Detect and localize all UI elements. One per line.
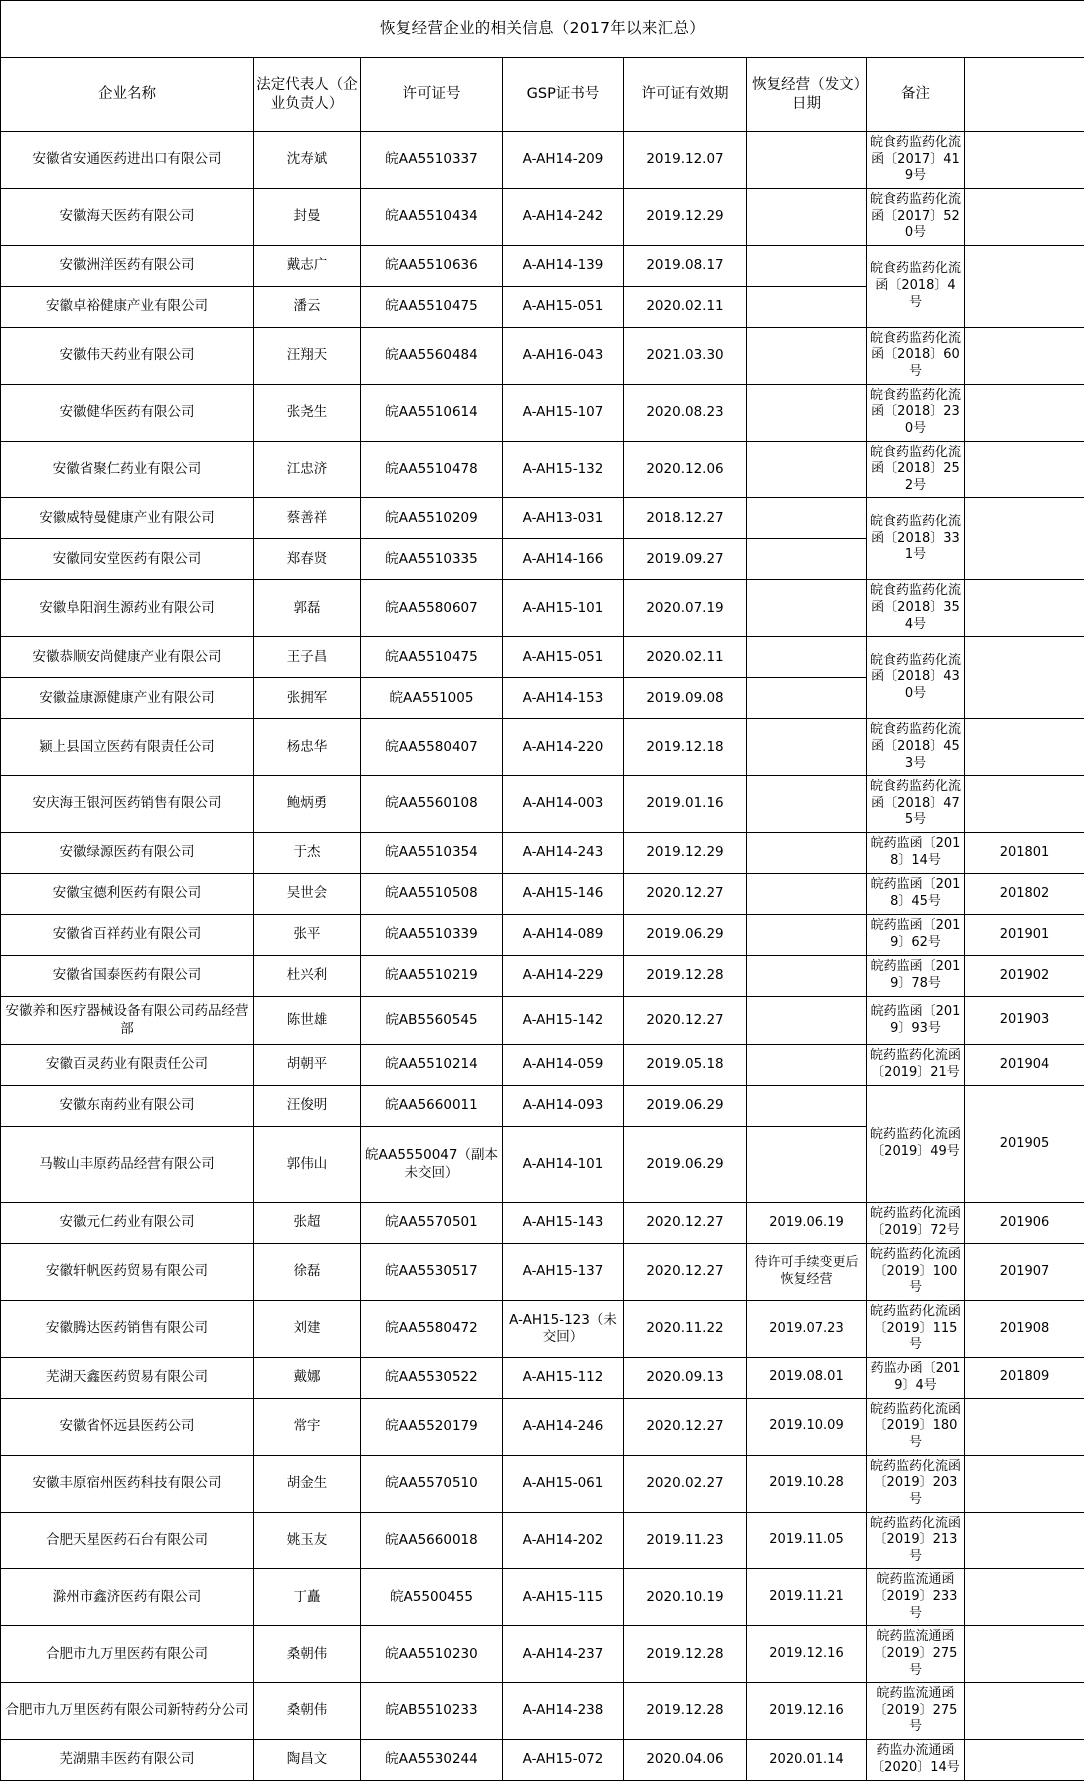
cell-license-validity: 2021.03.30 bbox=[624, 327, 747, 384]
cell-sequence-number bbox=[965, 1683, 1084, 1740]
cell-company-name: 安庆海王银河医药销售有限公司 bbox=[1, 776, 254, 833]
cell-legal-representative: 吴世会 bbox=[254, 874, 361, 915]
cell-resume-date: 2019.11.21 bbox=[747, 1569, 867, 1626]
cell-license-number: 皖AA5510354 bbox=[361, 833, 503, 874]
cell-gsp-certificate: A-AH14-220 bbox=[503, 719, 624, 776]
cell-company-name: 安徽益康源健康产业有限公司 bbox=[1, 678, 254, 719]
cell-resume-date bbox=[747, 776, 867, 833]
table-row bbox=[1, 580, 1084, 637]
cell-sequence-number: 201905 bbox=[965, 1086, 1084, 1203]
cell-company-name: 颍上县国立医药有限责任公司 bbox=[1, 719, 254, 776]
cell-license-number: 皖A5500455 bbox=[361, 1569, 503, 1626]
table-row bbox=[1, 833, 1084, 874]
cell-gsp-certificate: A-AH13-031 bbox=[503, 498, 624, 539]
cell-resume-date: 2019.12.16 bbox=[747, 1626, 867, 1683]
cell-sequence-number bbox=[965, 1512, 1084, 1569]
cell-legal-representative: 汪俊明 bbox=[254, 1086, 361, 1127]
cell-gsp-certificate: A-AH15-061 bbox=[503, 1455, 624, 1512]
cell-remark: 皖药监药化流函〔2019〕21号 bbox=[867, 1045, 965, 1086]
cell-license-number: 皖AA5510434 bbox=[361, 188, 503, 245]
cell-license-number: 皖AA5510337 bbox=[361, 132, 503, 189]
cell-company-name: 安徽同安堂医药有限公司 bbox=[1, 539, 254, 580]
cell-license-validity: 2019.08.17 bbox=[624, 245, 747, 286]
cell-remark: 皖药监函〔2019〕78号 bbox=[867, 956, 965, 997]
table-row bbox=[1, 245, 1084, 286]
table-row bbox=[1, 1455, 1084, 1512]
cell-license-validity: 2019.06.29 bbox=[624, 915, 747, 956]
cell-license-validity: 2020.12.27 bbox=[624, 997, 747, 1045]
table-row bbox=[1, 1740, 1084, 1781]
cell-resume-date: 2020.01.14 bbox=[747, 1740, 867, 1781]
cell-gsp-certificate: A-AH14-229 bbox=[503, 956, 624, 997]
cell-sequence-number bbox=[965, 384, 1084, 441]
table-row bbox=[1, 1086, 1084, 1127]
cell-license-number: 皖AA5560108 bbox=[361, 776, 503, 833]
cell-license-validity: 2020.02.27 bbox=[624, 1455, 747, 1512]
cell-license-number: 皖AA5510636 bbox=[361, 245, 503, 286]
table-row bbox=[1, 1569, 1084, 1626]
cell-sequence-number: 201908 bbox=[965, 1300, 1084, 1357]
cell-sequence-number bbox=[965, 719, 1084, 776]
table-row bbox=[1, 776, 1084, 833]
cell-company-name: 安徽洲洋医药有限公司 bbox=[1, 245, 254, 286]
cell-legal-representative: 张超 bbox=[254, 1203, 361, 1244]
table-row bbox=[1, 327, 1084, 384]
cell-remark: 皖食药监药化流函〔2018〕252号 bbox=[867, 441, 965, 498]
cell-license-number: 皖AB5510233 bbox=[361, 1683, 503, 1740]
cell-resume-date bbox=[747, 441, 867, 498]
cell-company-name: 安徽省国泰医药有限公司 bbox=[1, 956, 254, 997]
cell-legal-representative: 徐磊 bbox=[254, 1244, 361, 1301]
cell-legal-representative: 张尧生 bbox=[254, 384, 361, 441]
cell-resume-date bbox=[747, 637, 867, 678]
cell-sequence-number: 201902 bbox=[965, 956, 1084, 997]
table-row bbox=[1, 441, 1084, 498]
cell-license-validity: 2019.12.28 bbox=[624, 1683, 747, 1740]
cell-sequence-number bbox=[965, 637, 1084, 719]
cell-legal-representative: 姚玉友 bbox=[254, 1512, 361, 1569]
cell-company-name: 安徽省聚仁药业有限公司 bbox=[1, 441, 254, 498]
cell-legal-representative: 陈世雄 bbox=[254, 997, 361, 1045]
page-title: 恢复经营企业的相关信息（2017年以来汇总） bbox=[1, 1, 1084, 58]
table-row bbox=[1, 1203, 1084, 1244]
cell-license-number: 皖AA5580472 bbox=[361, 1300, 503, 1357]
cell-sequence-number: 201907 bbox=[965, 1244, 1084, 1301]
cell-gsp-certificate: A-AH14-242 bbox=[503, 188, 624, 245]
cell-gsp-certificate: A-AH14-166 bbox=[503, 539, 624, 580]
cell-gsp-certificate: A-AH14-238 bbox=[503, 1683, 624, 1740]
cell-sequence-number bbox=[965, 188, 1084, 245]
cell-resume-date bbox=[747, 245, 867, 286]
table-row bbox=[1, 874, 1084, 915]
cell-company-name: 安徽省怀远县医药公司 bbox=[1, 1398, 254, 1455]
table-row bbox=[1, 1244, 1084, 1301]
column-header-note: 备注 bbox=[867, 58, 965, 132]
cell-license-validity: 2019.06.29 bbox=[624, 1127, 747, 1203]
cell-company-name: 马鞍山丰原药品经营有限公司 bbox=[1, 1127, 254, 1203]
cell-company-name: 安徽东南药业有限公司 bbox=[1, 1086, 254, 1127]
cell-remark: 皖食药监药化流函〔2018〕430号 bbox=[867, 637, 965, 719]
table-row bbox=[1, 997, 1084, 1045]
cell-gsp-certificate: A-AH15-112 bbox=[503, 1357, 624, 1398]
cell-legal-representative: 鲍炳勇 bbox=[254, 776, 361, 833]
cell-sequence-number bbox=[965, 776, 1084, 833]
cell-resume-date: 2019.10.09 bbox=[747, 1398, 867, 1455]
cell-license-validity: 2020.09.13 bbox=[624, 1357, 747, 1398]
cell-gsp-certificate: A-AH14-209 bbox=[503, 132, 624, 189]
table-row bbox=[1, 1683, 1084, 1740]
table-row bbox=[1, 132, 1084, 189]
cell-gsp-certificate: A-AH14-246 bbox=[503, 1398, 624, 1455]
cell-resume-date bbox=[747, 833, 867, 874]
column-header-exp: 许可证有效期 bbox=[624, 58, 747, 132]
cell-license-number: 皖AA5530522 bbox=[361, 1357, 503, 1398]
cell-company-name: 安徽丰原宿州医药科技有限公司 bbox=[1, 1455, 254, 1512]
cell-remark: 皖食药监药化流函〔2018〕230号 bbox=[867, 384, 965, 441]
cell-remark: 皖食药监药化流函〔2018〕354号 bbox=[867, 580, 965, 637]
cell-remark: 皖食药监药化流函〔2018〕60号 bbox=[867, 327, 965, 384]
cell-legal-representative: 汪翔天 bbox=[254, 327, 361, 384]
cell-license-validity: 2019.12.07 bbox=[624, 132, 747, 189]
cell-resume-date bbox=[747, 956, 867, 997]
column-header-rep: 法定代表人（企业负责人） bbox=[254, 58, 361, 132]
cell-resume-date bbox=[747, 132, 867, 189]
table-row bbox=[1, 915, 1084, 956]
cell-legal-representative: 丁矗 bbox=[254, 1569, 361, 1626]
cell-license-validity: 2020.12.27 bbox=[624, 1244, 747, 1301]
cell-legal-representative: 桑朝伟 bbox=[254, 1626, 361, 1683]
cell-sequence-number bbox=[965, 245, 1084, 327]
cell-gsp-certificate: A-AH14-089 bbox=[503, 915, 624, 956]
cell-legal-representative: 沈寿斌 bbox=[254, 132, 361, 189]
cell-license-validity: 2020.02.11 bbox=[624, 637, 747, 678]
cell-sequence-number bbox=[965, 1398, 1084, 1455]
cell-sequence-number: 201906 bbox=[965, 1203, 1084, 1244]
cell-legal-representative: 桑朝伟 bbox=[254, 1683, 361, 1740]
column-header-name: 企业名称 bbox=[1, 58, 254, 132]
cell-company-name: 安徽伟天药业有限公司 bbox=[1, 327, 254, 384]
cell-remark: 药监办函〔2019〕4号 bbox=[867, 1357, 965, 1398]
cell-remark: 皖药监函〔2018〕14号 bbox=[867, 833, 965, 874]
cell-resume-date bbox=[747, 915, 867, 956]
cell-license-number: 皖AA5660018 bbox=[361, 1512, 503, 1569]
cell-gsp-certificate: A-AH14-243 bbox=[503, 833, 624, 874]
cell-sequence-number bbox=[965, 1569, 1084, 1626]
cell-remark: 皖药监药化流函〔2019〕100号 bbox=[867, 1244, 965, 1301]
cell-remark: 皖药监流通函〔2019〕275号 bbox=[867, 1626, 965, 1683]
cell-license-number: 皖AA5510219 bbox=[361, 956, 503, 997]
cell-legal-representative: 刘建 bbox=[254, 1300, 361, 1357]
cell-gsp-certificate: A-AH15-101 bbox=[503, 580, 624, 637]
cell-sequence-number: 201809 bbox=[965, 1357, 1084, 1398]
cell-gsp-certificate: A-AH14-153 bbox=[503, 678, 624, 719]
cell-resume-date bbox=[747, 580, 867, 637]
cell-remark: 皖药监函〔2019〕93号 bbox=[867, 997, 965, 1045]
cell-remark: 皖食药监药化流函〔2017〕419号 bbox=[867, 132, 965, 189]
cell-sequence-number bbox=[965, 327, 1084, 384]
cell-resume-date: 2019.10.28 bbox=[747, 1455, 867, 1512]
column-header-gsp: GSP证书号 bbox=[503, 58, 624, 132]
cell-gsp-certificate: A-AH15-115 bbox=[503, 1569, 624, 1626]
cell-company-name: 安徽恭顺安尚健康产业有限公司 bbox=[1, 637, 254, 678]
cell-legal-representative: 胡金生 bbox=[254, 1455, 361, 1512]
table-row bbox=[1, 384, 1084, 441]
cell-license-validity: 2018.12.27 bbox=[624, 498, 747, 539]
cell-company-name: 合肥市九万里医药有限公司新特药分公司 bbox=[1, 1683, 254, 1740]
cell-remark: 皖药监函〔2019〕62号 bbox=[867, 915, 965, 956]
cell-legal-representative: 郭伟山 bbox=[254, 1127, 361, 1203]
cell-resume-date bbox=[747, 678, 867, 719]
cell-sequence-number: 201904 bbox=[965, 1045, 1084, 1086]
cell-remark: 皖药监药化流函〔2019〕115号 bbox=[867, 1300, 965, 1357]
cell-license-validity: 2020.11.22 bbox=[624, 1300, 747, 1357]
cell-license-validity: 2019.09.08 bbox=[624, 678, 747, 719]
cell-legal-representative: 戴志广 bbox=[254, 245, 361, 286]
cell-gsp-certificate: A-AH15-142 bbox=[503, 997, 624, 1045]
cell-license-validity: 2019.12.29 bbox=[624, 833, 747, 874]
cell-license-validity: 2019.12.18 bbox=[624, 719, 747, 776]
cell-license-number: 皖AA5510335 bbox=[361, 539, 503, 580]
cell-sequence-number bbox=[965, 498, 1084, 580]
cell-company-name: 安徽省百祥药业有限公司 bbox=[1, 915, 254, 956]
cell-license-number: 皖AA5510475 bbox=[361, 286, 503, 327]
cell-license-number: 皖AA5510230 bbox=[361, 1626, 503, 1683]
cell-license-validity: 2019.05.18 bbox=[624, 1045, 747, 1086]
cell-gsp-certificate: A-AH14-139 bbox=[503, 245, 624, 286]
cell-sequence-number: 201901 bbox=[965, 915, 1084, 956]
cell-sequence-number bbox=[965, 441, 1084, 498]
cell-license-validity: 2019.06.29 bbox=[624, 1086, 747, 1127]
cell-company-name: 安徽宝德利医药有限公司 bbox=[1, 874, 254, 915]
cell-gsp-certificate: A-AH14-003 bbox=[503, 776, 624, 833]
cell-remark: 皖食药监药化流函〔2018〕331号 bbox=[867, 498, 965, 580]
cell-company-name: 安徽元仁药业有限公司 bbox=[1, 1203, 254, 1244]
cell-license-validity: 2020.10.19 bbox=[624, 1569, 747, 1626]
cell-remark: 皖药监流通函〔2019〕233号 bbox=[867, 1569, 965, 1626]
cell-resume-date bbox=[747, 384, 867, 441]
cell-resume-date: 2019.08.01 bbox=[747, 1357, 867, 1398]
cell-license-number: 皖AA5510209 bbox=[361, 498, 503, 539]
cell-company-name: 安徽养和医疗器械设备有限公司药品经营部 bbox=[1, 997, 254, 1045]
cell-legal-representative: 于杰 bbox=[254, 833, 361, 874]
cell-gsp-certificate: A-AH15-143 bbox=[503, 1203, 624, 1244]
cell-resume-date: 2019.07.23 bbox=[747, 1300, 867, 1357]
cell-gsp-certificate: A-AH14-059 bbox=[503, 1045, 624, 1086]
cell-gsp-certificate: A-AH15-137 bbox=[503, 1244, 624, 1301]
cell-license-number: 皖AA5530517 bbox=[361, 1244, 503, 1301]
cell-resume-date bbox=[747, 1086, 867, 1127]
table-row bbox=[1, 1357, 1084, 1398]
cell-sequence-number: 201801 bbox=[965, 833, 1084, 874]
cell-license-validity: 2020.12.27 bbox=[624, 1398, 747, 1455]
cell-remark: 皖食药监药化流函〔2018〕475号 bbox=[867, 776, 965, 833]
cell-legal-representative: 封曼 bbox=[254, 188, 361, 245]
cell-legal-representative: 胡朝平 bbox=[254, 1045, 361, 1086]
cell-gsp-certificate: A-AH14-237 bbox=[503, 1626, 624, 1683]
column-header-resume: 恢复经营（发文）日期 bbox=[747, 58, 867, 132]
cell-gsp-certificate: A-AH15-051 bbox=[503, 637, 624, 678]
cell-license-validity: 2020.08.23 bbox=[624, 384, 747, 441]
cell-license-number: 皖AA5660011 bbox=[361, 1086, 503, 1127]
cell-license-validity: 2019.12.29 bbox=[624, 188, 747, 245]
cell-resume-date: 2019.11.05 bbox=[747, 1512, 867, 1569]
table-row bbox=[1, 637, 1084, 678]
cell-license-number: 皖AA5510214 bbox=[361, 1045, 503, 1086]
cell-license-validity: 2020.12.27 bbox=[624, 874, 747, 915]
table-row bbox=[1, 1398, 1084, 1455]
cell-gsp-certificate: A-AH15-146 bbox=[503, 874, 624, 915]
cell-license-validity: 2019.01.16 bbox=[624, 776, 747, 833]
cell-legal-representative: 郭磊 bbox=[254, 580, 361, 637]
cell-company-name: 合肥天星医药石台有限公司 bbox=[1, 1512, 254, 1569]
cell-gsp-certificate: A-AH15-107 bbox=[503, 384, 624, 441]
cell-legal-representative: 杨忠华 bbox=[254, 719, 361, 776]
cell-gsp-certificate: A-AH15-132 bbox=[503, 441, 624, 498]
cell-remark: 皖药监药化流函〔2019〕72号 bbox=[867, 1203, 965, 1244]
cell-company-name: 安徽阜阳润生源药业有限公司 bbox=[1, 580, 254, 637]
cell-resume-date bbox=[747, 539, 867, 580]
cell-remark: 皖药监药化流函〔2019〕180号 bbox=[867, 1398, 965, 1455]
cell-company-name: 安徽腾达医药销售有限公司 bbox=[1, 1300, 254, 1357]
cell-resume-date bbox=[747, 286, 867, 327]
cell-gsp-certificate: A-AH14-093 bbox=[503, 1086, 624, 1127]
cell-legal-representative: 江忠济 bbox=[254, 441, 361, 498]
cell-sequence-number bbox=[965, 1455, 1084, 1512]
cell-company-name: 安徽海天医药有限公司 bbox=[1, 188, 254, 245]
cell-company-name: 芜湖鼎丰医药有限公司 bbox=[1, 1740, 254, 1781]
cell-legal-representative: 王子昌 bbox=[254, 637, 361, 678]
cell-remark: 皖药监流通函〔2019〕275号 bbox=[867, 1683, 965, 1740]
cell-legal-representative: 张拥军 bbox=[254, 678, 361, 719]
cell-license-validity: 2019.09.27 bbox=[624, 539, 747, 580]
cell-license-number: 皖AA5580407 bbox=[361, 719, 503, 776]
cell-legal-representative: 张平 bbox=[254, 915, 361, 956]
cell-gsp-certificate: A-AH15-123（未交回） bbox=[503, 1300, 624, 1357]
cell-company-name: 合肥市九万里医药有限公司 bbox=[1, 1626, 254, 1683]
cell-resume-date bbox=[747, 1127, 867, 1203]
cell-license-number: 皖AA5560484 bbox=[361, 327, 503, 384]
cell-license-validity: 2020.12.06 bbox=[624, 441, 747, 498]
cell-sequence-number bbox=[965, 1740, 1084, 1781]
cell-gsp-certificate: A-AH14-202 bbox=[503, 1512, 624, 1569]
cell-remark: 皖食药监药化流函〔2018〕453号 bbox=[867, 719, 965, 776]
cell-company-name: 安徽绿源医药有限公司 bbox=[1, 833, 254, 874]
cell-license-number: 皖AA5580607 bbox=[361, 580, 503, 637]
table-row bbox=[1, 956, 1084, 997]
cell-remark: 皖药监函〔2018〕45号 bbox=[867, 874, 965, 915]
cell-license-number: 皖AA5510508 bbox=[361, 874, 503, 915]
table-row bbox=[1, 188, 1084, 245]
cell-license-number: 皖AA5510339 bbox=[361, 915, 503, 956]
cell-license-number: 皖AB5560545 bbox=[361, 997, 503, 1045]
cell-license-number: 皖AA5570510 bbox=[361, 1455, 503, 1512]
column-header-lic: 许可证号 bbox=[361, 58, 503, 132]
cell-legal-representative: 郑春贤 bbox=[254, 539, 361, 580]
cell-remark: 皖药监药化流函〔2019〕213号 bbox=[867, 1512, 965, 1569]
cell-license-validity: 2020.12.27 bbox=[624, 1203, 747, 1244]
cell-legal-representative: 杜兴利 bbox=[254, 956, 361, 997]
cell-legal-representative: 潘云 bbox=[254, 286, 361, 327]
title-row bbox=[1, 1, 1084, 58]
cell-legal-representative: 戴娜 bbox=[254, 1357, 361, 1398]
cell-license-validity: 2019.12.28 bbox=[624, 1626, 747, 1683]
cell-company-name: 芜湖天鑫医药贸易有限公司 bbox=[1, 1357, 254, 1398]
cell-company-name: 安徽卓裕健康产业有限公司 bbox=[1, 286, 254, 327]
cell-sequence-number: 201903 bbox=[965, 997, 1084, 1045]
cell-company-name: 安徽省安通医药进出口有限公司 bbox=[1, 132, 254, 189]
cell-license-number: 皖AA5510478 bbox=[361, 441, 503, 498]
cell-gsp-certificate: A-AH15-072 bbox=[503, 1740, 624, 1781]
cell-company-name: 安徽轩帆医药贸易有限公司 bbox=[1, 1244, 254, 1301]
cell-sequence-number bbox=[965, 580, 1084, 637]
cell-resume-date bbox=[747, 498, 867, 539]
table-row bbox=[1, 719, 1084, 776]
cell-license-number: 皖AA551005 bbox=[361, 678, 503, 719]
cell-resume-date bbox=[747, 1045, 867, 1086]
cell-gsp-certificate: A-AH16-043 bbox=[503, 327, 624, 384]
cell-sequence-number bbox=[965, 1626, 1084, 1683]
cell-legal-representative: 常宇 bbox=[254, 1398, 361, 1455]
cell-company-name: 滁州市鑫济医药有限公司 bbox=[1, 1569, 254, 1626]
cell-license-validity: 2019.12.28 bbox=[624, 956, 747, 997]
cell-gsp-certificate: A-AH14-101 bbox=[503, 1127, 624, 1203]
cell-company-name: 安徽百灵药业有限责任公司 bbox=[1, 1045, 254, 1086]
cell-remark: 皖食药监药化流函〔2018〕4号 bbox=[867, 245, 965, 327]
cell-license-number: 皖AA5520179 bbox=[361, 1398, 503, 1455]
cell-license-validity: 2020.04.06 bbox=[624, 1740, 747, 1781]
cell-remark: 皖药监药化流函〔2019〕49号 bbox=[867, 1086, 965, 1203]
cell-license-number: 皖AA5510614 bbox=[361, 384, 503, 441]
cell-resume-date: 2019.06.19 bbox=[747, 1203, 867, 1244]
column-header-seq bbox=[965, 58, 1084, 132]
cell-license-validity: 2019.11.23 bbox=[624, 1512, 747, 1569]
cell-sequence-number: 201802 bbox=[965, 874, 1084, 915]
table-row bbox=[1, 1512, 1084, 1569]
cell-license-number: 皖AA5550047（副本未交回） bbox=[361, 1127, 503, 1203]
cell-legal-representative: 蔡善祥 bbox=[254, 498, 361, 539]
cell-license-number: 皖AA5510475 bbox=[361, 637, 503, 678]
cell-resume-date bbox=[747, 997, 867, 1045]
table-header-row bbox=[1, 58, 1084, 132]
cell-resume-date bbox=[747, 188, 867, 245]
table-row bbox=[1, 1045, 1084, 1086]
table-row bbox=[1, 1300, 1084, 1357]
cell-resume-date bbox=[747, 874, 867, 915]
cell-company-name: 安徽健华医药有限公司 bbox=[1, 384, 254, 441]
cell-gsp-certificate: A-AH15-051 bbox=[503, 286, 624, 327]
cell-resume-date: 待许可手续变更后恢复经营 bbox=[747, 1244, 867, 1301]
cell-license-number: 皖AA5570501 bbox=[361, 1203, 503, 1244]
cell-resume-date bbox=[747, 327, 867, 384]
cell-resume-date: 2019.12.16 bbox=[747, 1683, 867, 1740]
cell-sequence-number bbox=[965, 132, 1084, 189]
cell-remark: 皖食药监药化流函〔2017〕520号 bbox=[867, 188, 965, 245]
table-row bbox=[1, 1626, 1084, 1683]
cell-remark: 皖药监药化流函〔2019〕203号 bbox=[867, 1455, 965, 1512]
cell-legal-representative: 陶昌文 bbox=[254, 1740, 361, 1781]
table-row bbox=[1, 498, 1084, 539]
cell-company-name: 安徽威特曼健康产业有限公司 bbox=[1, 498, 254, 539]
cell-license-number: 皖AA5530244 bbox=[361, 1740, 503, 1781]
cell-remark: 药监办流通函〔2020〕14号 bbox=[867, 1740, 965, 1781]
cell-resume-date bbox=[747, 719, 867, 776]
cell-license-validity: 2020.07.19 bbox=[624, 580, 747, 637]
cell-license-validity: 2020.02.11 bbox=[624, 286, 747, 327]
